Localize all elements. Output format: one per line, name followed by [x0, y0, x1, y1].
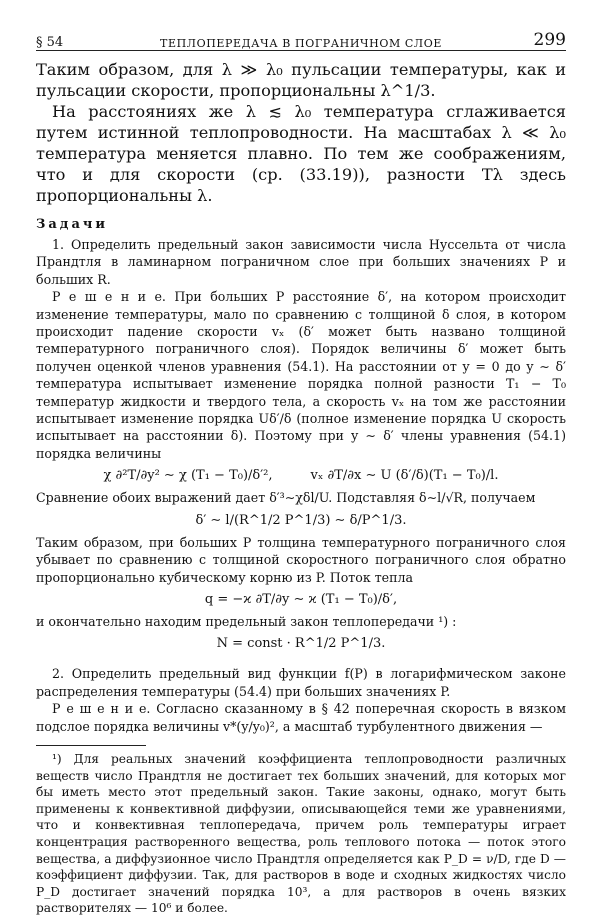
final-law-text: и окончательно находим предельный закон теплопередачи ¹) : [36, 613, 457, 629]
intro-paragraph-1: Таким образом, для λ ≫ λ₀ пульсации температуры, как и пульсации скорости, пропорциональны λ^1/3. [36, 60, 566, 100]
problem-2-solution: Р е ш е н и е. Согласно сказанному в § 42 поперечная скорость в вязком подслое порядка величины v*(y/y₀)², а масштаб турбулентного движения — [36, 701, 566, 734]
section-number: § 54 [36, 35, 64, 50]
equation-1-right: vₓ ∂T/∂x ∼ U (δ′/δ)(T₁ − T₀)/l. [310, 468, 499, 484]
equation-2 [36, 513, 566, 528]
equation-3-text: q = −ϰ ∂T/∂y ∼ ϰ (T₁ − T₀)/δ′, [204, 591, 398, 607]
equation-1 [36, 468, 566, 483]
conclusion-text: Таким образом, при больших P толщина температурного пограничного слоя убывает по сравнению с толщиной скоростного пограничного слоя обратно пропорционально кубическому корню из P. Поток тепла [36, 534, 566, 585]
problem-1-solution: Р е ш е н и е. При больших P расстояние δ′, на котором происходит изменение температуры, мало по сравнению с толщиной δ слоя, в котором происходит падение скорости vₓ (δ′ может быть названо толщиной температурного пограничного слоя). Порядок величины δ′ может быть получен оценкой членов уравнения (54.1). На расстоянии от y = 0 до y ∼ δ′ температура испытывает изменение порядка полной разности T₁ − T₀ температур жидкости и твердого тела, а скорость vₓ на том же расстоянии испытывает изменение порядка Uδ′/δ (полное изменение порядка U скорость испытывает на расстоянии δ). Поэтому при y ∼ δ′ члены уравнения (54.1) порядка величины [36, 289, 566, 461]
comparison-text: Сравнение обоих выражений дает δ′³∼χδl/U. Подставляя δ∼l/√R, получаем [36, 490, 536, 506]
footnote: ¹) Для реальных значений коэффициента теплопроводности различных веществ число Прандтля не достигает тех больших значений, для которых мог бы иметь место этот предельный закон. Такие законы, однако, могут быть применены к конвективной диффузии, описывающейся теми же уравнениями, что и конвективная теплопередача, причем роль температуры играет концентрация растворенного вещества, роль теплового потока — поток этого вещества, а диффузионное число Прандтля определяется как P_D = ν/D, где D — коэффициент диффузии. Так, для растворов в воде и сходных жидкостях число P_D достигает значений порядка 10³, а для растворов в очень вязких растворителях — 10⁶ и более. [36, 751, 566, 916]
running-header [36, 26, 566, 51]
running-title: ТЕПЛОПЕРЕДАЧА В ПОГРАНИЧНОМ СЛОЕ [160, 37, 442, 50]
intro-paragraph-2: На расстояниях же λ ≲ λ₀ температура сглаживается путем истинной теплопроводности. На масштабах λ ≪ λ₀ температура меняется плавно. По тем же соображениям, что и для скорости (ср. (33.19)), разности Tλ здесь пропорциональны λ. [36, 102, 566, 205]
footnote-rule [36, 745, 146, 746]
problem-2-statement: 2. Определить предельный вид функции f(P) в логарифмическом законе распределения температуры (54.4) при больших значениях P. [36, 666, 566, 699]
book-page [36, 26, 566, 917]
equation-1-left: χ ∂²T/∂y² ∼ χ (T₁ − T₀)/δ′², [103, 468, 273, 484]
equation-4-text: N = const · R^1/2 P^1/3. [216, 636, 386, 652]
page-number: 299 [533, 30, 566, 50]
equation-2-text: δ′ ∼ l/(R^1/2 P^1/3) ∼ δ/P^1/3. [195, 512, 407, 528]
problems-heading: Задачи [36, 217, 109, 232]
equation-4 [36, 636, 566, 651]
equation-3 [36, 592, 566, 607]
problem-1-statement: 1. Определить предельный закон зависимости числа Нуссельта от числа Прандтля в ламинарном пограничном слое при больших значениях P и больших R. [36, 237, 566, 287]
